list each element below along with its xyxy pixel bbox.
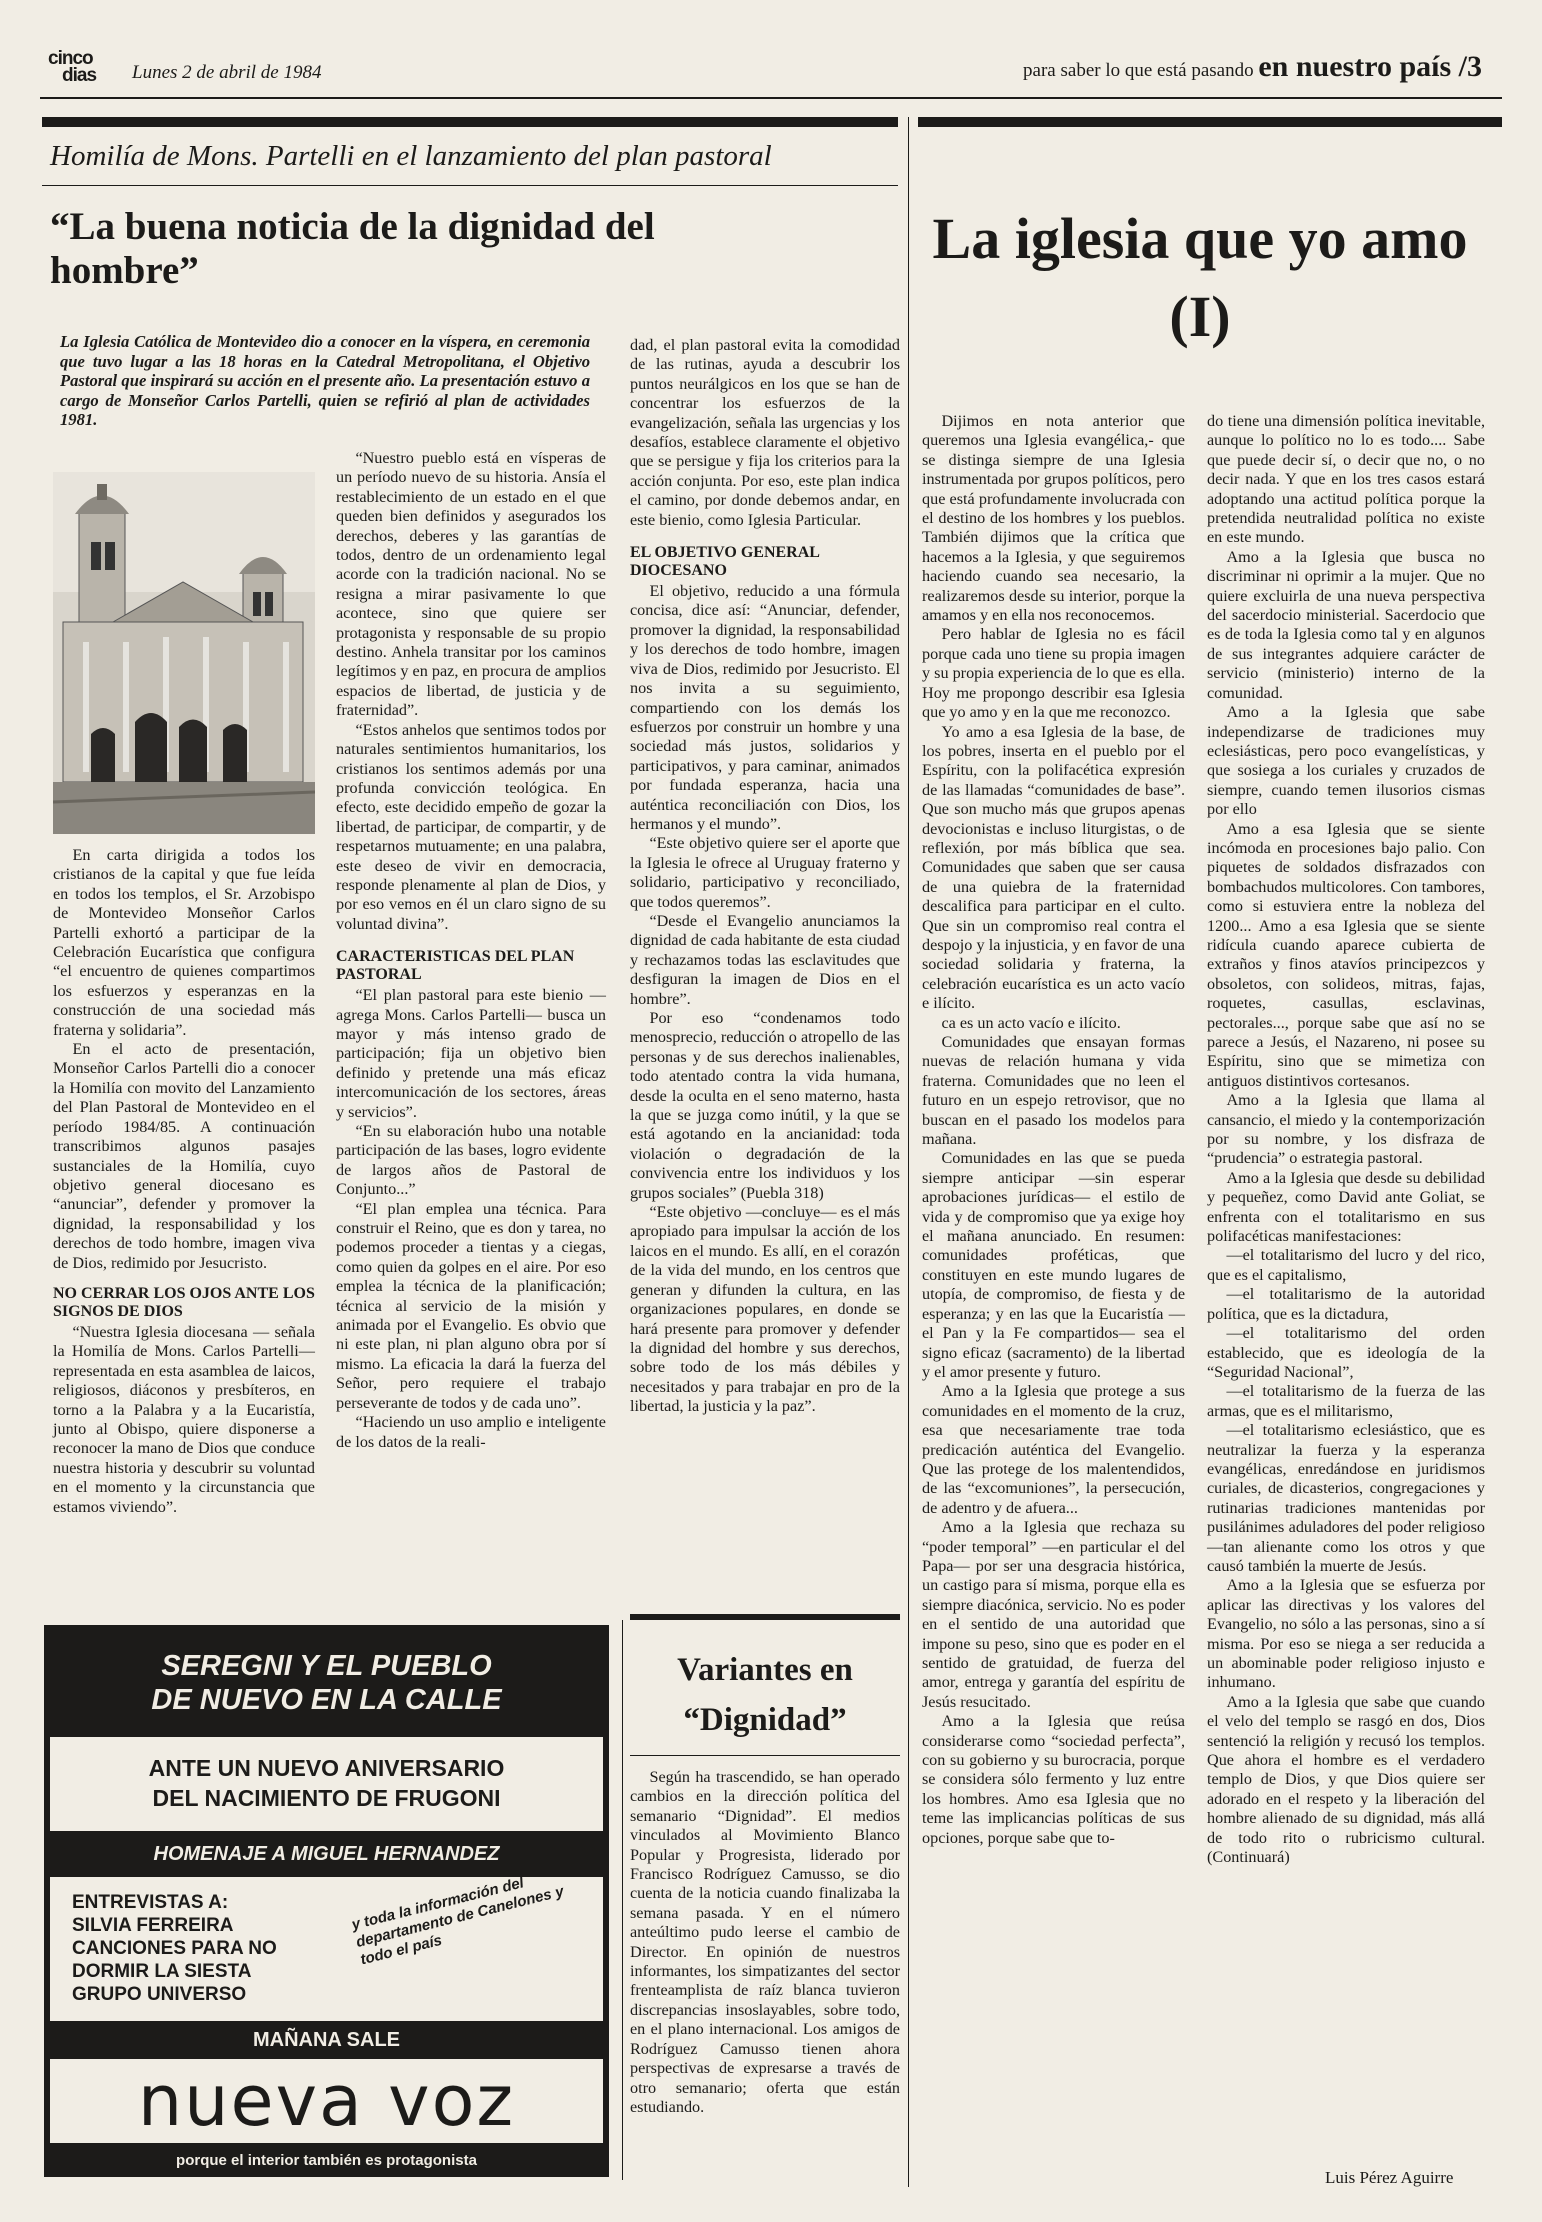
masthead-logo [48, 50, 112, 88]
entrevistas-item: ENTREVISTAS A: [72, 1892, 229, 1913]
section-header [1023, 50, 1482, 84]
paragraph: Comunidades en las que se pueda siempre anticipar —sin esperar aprobaciones jurídicas— el estilo de vida y de compromiso que ya exige hoy el mañana anunciado. En resumen: comunidades proféticas, que constituyen en este mundo lugares de utopía, de compromiso, de fiesta y de esperanza; y en las que la Eucaristía —el Pan y la Fe compartidos— sea el signo eficaz (sacramento) de la libertad y el amor presente y futuro. [922, 1149, 1185, 1381]
paragraph: do tiene una dimensión política inevitable, aunque lo político no lo es todo.... Sabe que puede decir sí, o decir que no, o no decir nada. Y que en los tres casos estará adoptando una actitud política porque la pretendida neutralidad política no existe en este mundo. [1207, 412, 1485, 547]
paragraph: Según ha trascendido, se han operado cambios en la dirección política del semanario “Dignidad”. El medios vinculados al Movimiento Blanco Popular y Progresista, liderado por Francisco Rodríguez Camusso, se dio cuenta de la noticia cuando finalizaba la semana pasada. Y en el número anteúltimo pudo leerse el cambio de Director. En opinión de nuestros informantes, los simpatizantes del sector frenteamplista de raíz blanca tuvieron discrepancias insoslayables, sobre todo, en el plano internacional. Los amigos de Rodríguez Camusso tienen ahora perspectivas de expresarse a través de otro semanario; oferta que están estudiando. [630, 1768, 900, 2116]
cathedral-photo [53, 472, 315, 834]
paragraph: En carta dirigida a todos los cristianos de la capital y que fue leída en todos los templos, el Sr. Arzobispo de Montevideo Monseñor Carlos Partelli exhortó a participar de la Celebración Eucarística que configura “el encuentro de quienes compartimos los esfuerzos y esperanzas en la construcción de una sociedad más fraterna y solidaria”. [53, 846, 315, 1039]
paragraph: “Estos anhelos que sentimos todos por naturales sentimientos humanitarios, los cristianos los sentimos además por una profunda convicción teológica. En efecto, este decidido empeño de gozar la libertad, de participar, de compartir, y de respetarnos mutuamente; en una palabra, este deseo de vivir en democracia, responde plenamente al plan de Dios, y por eso vemos en él un claro signo de su voluntad divina”. [336, 720, 606, 933]
advert-line-1: SEREGNI Y EL PUEBLO [161, 1650, 492, 1682]
variantes-headline: Variantes en “Dignidad” [677, 1652, 853, 1738]
author-signature: Luis Pérez Aguirre [1325, 2168, 1454, 2187]
paragraph: Amo a la Iglesia que llama al cansancio, el miedo y la contemporización por su nombre, y los disfraza de “prudencia” o estrategia pastoral. [1207, 1091, 1485, 1168]
section-tagline: para saber lo que está pasando [1023, 60, 1254, 81]
advert-tagline: porque el interior también es protagonista [176, 2152, 477, 2169]
homenaje-line: HOMENAJE A MIGUEL HERNANDEZ [153, 1843, 500, 1865]
paragraph: Amo a la Iglesia que se esfuerza por aplicar las directivas y los valores del Evangelio, no sólo a las personas, sino a sí misma. Por eso se niega a ser reducida a un abominable poder religioso injusto e inhumano. [1207, 1576, 1485, 1692]
entrevistas-item: CANCIONES PARA NO [72, 1938, 277, 1959]
paragraph: Amo a la Iglesia que sabe que cuando el velo del templo se rasgó en dos, Dios sentenció la religión y recusó los templos. Que ahora el hombre es el verdadero templo de Dios, y que Dios quiere ser adorado en el respeto y la liberación del hombre alienado de su dignidad, más allá de todo rito o rubricismo cultural. (Continuará) [1207, 1692, 1485, 1867]
variantes-rule [630, 1755, 900, 1756]
article-headline: “La buena noticia de la dignidad del hombre” [50, 205, 655, 292]
nueva-voz-logo: nueva voz [137, 2060, 516, 2142]
paragraph: Pero hablar de Iglesia no es fácil porque cada uno tiene su propia imagen y su propia experiencia de lo que es ella. Hoy me propongo describir esa Iglesia que yo amo y en la que me reconozco. [922, 625, 1185, 722]
frugoni-box [50, 1737, 603, 1831]
header-rule [40, 97, 1502, 99]
advert-line-2: DE NUEVO EN LA CALLE [151, 1684, 502, 1716]
logo-line-2: dias [62, 65, 97, 86]
left-header-bar [42, 117, 898, 127]
paragraph: —el totalitarismo eclesiástico, que es neutralizar la fuerza y la esperanza evangélicas, enredándose en juridismos curiales, de dicasterios, congregaciones y rutinarias tradiciones mantenidas por pusilánimes aduladores del poder religioso —tan alienante como los otros y que causó también la muerte de Jesús. [1207, 1421, 1485, 1575]
column-rule [622, 1620, 623, 2180]
article-lead: La Iglesia Católica de Montevideo dio a conocer en la víspera, en ceremonia que tuvo lugar a las 18 horas en la Catedral Metropolitana, el Objetivo Pastoral que inspirará su acción en el presente año. La presentación estuvo a cargo de Monseñor Carlos Partelli, quien se refirió al plan de actividades 1981. [60, 332, 590, 430]
paragraph: En el acto de presentación, Monseñor Carlos Partelli dio a conocer la Homilía con movito del Lanzamiento del Plan Pastoral de Montevideo en el período 1984/85. A continuación transcribimos algunos pasajes sustanciales de la Homilía, cuyo objetivo general diocesano es “anunciar”, defender y promover la dignidad, la responsabilidad y los derechos de todo hombre, imagen viva de Dios, redimido por Jesucristo. [53, 1040, 315, 1272]
paragraph: Amo a la Iglesia que reúsa considerarse como “sociedad perfecta”, con su gobierno y su burocracia, porque se considera sólo fermento y luz entre los hombres. Amo esa Iglesia que no teme las implicancias políticas de sus opciones, porque sabe que to- [922, 1712, 1185, 1847]
issue-date: Lunes 2 de abril de 1984 [132, 62, 322, 83]
paragraph: Yo amo a esa Iglesia de la base, de los pobres, inserta en el pueblo por el Espíritu, con la polifacética expresión de las llamadas “comunidades de base”. Que son mucho más que grupos apenas devocionistas e incluso liturgistas, o de reflexión, por más bíblica que sea. Comunidades que saben que ser causa de una quiebra de la fraternidad descalifica para participar en el culto. Que sin un compromiso real contra el despojo y la injusticia, y en favor de una sociedad solidaria y fraterna, la celebración eucarística es un acto vacío e ilícito. [922, 722, 1185, 1013]
paragraph: Amo a la Iglesia que sabe independizarse de tradiciones muy eclesiásticas, pero poco evangelísticas, y que sosiega a los curiales y cruzados de siempre, cuando temen ilusorios cismas por ello [1207, 703, 1485, 819]
paragraph: “En su elaboración hubo una notable participación de las bases, logro evidente de largos años de Pastoral de Conjunto...” [336, 1122, 606, 1199]
paragraph: dad, el plan pastoral evita la comodidad de las rutinas, ayuda a descubrir los puntos neurálgicos en los que se han de concentrar los esfuerzos de la evangelización, señala las urgencias y los desafíos, establece claramente el objetivo que se persigue y fija los criterios para la acción conjunta. Por eso, este plan indica el camino, por donde debemos andar, en este bienio, como Iglesia Particular. [630, 336, 900, 529]
paragraph: “Nuestro pueblo está en vísperas de un período nuevo de su historia. Ansía el restablecimiento de un estado en el que queden bien definidos y asegurados los derechos, deberes y las garantías de todos, dentro de un ordenamiento legal acorde con la tradición nacional. No se resigna a mirar pasivamente lo que acontece, sino que quiere ser protagonista y responsable de su propio destino. Anhela transitar por los caminos legítimos y en paz, en procura de amplios espacios de libertad, de justicia y de fraternidad”. [336, 449, 606, 720]
section-name: en nuestro país /3 [1258, 50, 1482, 83]
nueva-voz-advert [44, 1625, 609, 2177]
right-header-bar [918, 117, 1502, 127]
paragraph: “Haciendo un uso amplio e inteligente de los datos de la reali- [336, 1413, 606, 1451]
entrevistas-box [50, 1874, 603, 2021]
paragraph: —el totalitarismo de la autoridad política, que es la dictadura, [1207, 1285, 1485, 1323]
entrevistas-item: DORMIR LA SIESTA [72, 1961, 252, 1982]
frugoni-line-1: ANTE UN NUEVO ANIVERSARIO [148, 1755, 505, 1781]
subheading: CARACTERISTICAS DEL PLAN PASTORAL [336, 948, 575, 984]
paragraph: —el totalitarismo de la fuerza de las armas, que es el militarismo, [1207, 1382, 1485, 1420]
logo-line-1: cinco [48, 48, 93, 69]
paragraph: Amo a la Iglesia que rechaza su “poder temporal” —en particular el del Papa— por ser una desgracia histórica, un castigo para sí misma, porque ella es siempre diacónica, servicio. No es poder en el sentido de una autoridad que impone su peso, sino que es poder en el sentido de gratuidad, de fuerza del amor, entrega y garantía del espíritu de Jesús resucitado. [922, 1518, 1185, 1711]
paragraph: ca es un acto vacío e ilícito. [941, 1013, 1121, 1032]
variantes-top-bar [630, 1614, 900, 1620]
paragraph: —el totalitarismo del orden establecido, que es ideología de la “Seguridad Nacional”, [1207, 1324, 1485, 1381]
article-kicker: Homilía de Mons. Partelli en el lanzamiento del plan pastoral [50, 140, 772, 172]
entrevistas-item: GRUPO UNIVERSO [72, 1984, 247, 2005]
column-rule [908, 117, 909, 2187]
advert-slogan: y toda la información del departamento de Canelones y todo el país [350, 1874, 566, 1969]
subheading: EL OBJETIVO GENERAL DIOCESANO [630, 544, 820, 580]
left-article-col-3 [630, 336, 900, 1417]
paragraph: Dijimos en nota anterior que queremos una Iglesia evangélica,- que se distinga siempre de una Iglesia instrumentada por grupos políticos, pero que está profundamente involucrada con el destino de los hombres y los pueblos. También dijimos que la crítica que hacemos a la Iglesia, y que seguiremos haciendo cuando sea necesario, la realizaremos desde su interior, porque la amamos y en ella nos reconocemos. [922, 412, 1185, 625]
entrevistas-item: SILVIA FERREIRA [72, 1915, 234, 1936]
paragraph: —el totalitarismo del lucro y del rico, que es el capitalismo, [1207, 1246, 1485, 1284]
paragraph: Amo a la Iglesia que desde su debilidad y pequeñez, como David ante Goliat, se enfrenta con el totalitarismo en sus polifacéticas manifestaciones: [1207, 1168, 1485, 1246]
paragraph: “Nuestra Iglesia diocesana — señala la Homilía de Mons. Carlos Partelli— representada en esta asamblea de laicos, religiosos, diáconos y presbíteros, en torno a la Palabra y a la Eucaristía, junto al Obispo, quiere disponerse a reconocer la mano de Dios que conduce nuestra historia y descubrir su voluntad en el momento y la circunstancia que estamos viviendo”. [53, 1322, 315, 1516]
subheading: NO CERRAR LOS OJOS ANTE LOS SIGNOS DE DIOS [53, 1284, 315, 1320]
right-article-col-2 [1207, 412, 1485, 1867]
nueva-voz-logo-box [50, 2059, 603, 2143]
left-article-col-2 [336, 449, 606, 1452]
paragraph: “Este objetivo —concluye— es el más apropiado para impulsar la acción de los laicos en el mundo. Es allí, en el corazón de la vida del mundo, en los centros que generan y difunden la cultura, en las organizaciones populares, en donde se hará presente para promover y defender la dignidad del hombre y sus derechos, sobre todo de los más débiles y necesitados y para trabajar en pro de la libertad, la justicia y la paz”. [630, 1203, 900, 1416]
paragraph: Comunidades que ensayan formas nuevas de relación humana y vida fraterna. Comunidades que no leen el futuro en un espejo retrovisor, que no buscan en el pasado los modelos para mañana. [922, 1033, 1185, 1149]
paragraph: “Este objetivo quiere ser el aporte que la Iglesia le ofrece al Uruguay fraterno y solidario, participativo y reconciliado, que todos queremos”. [630, 834, 900, 911]
cathedral-illustration [53, 472, 315, 834]
paragraph: El objetivo, reducido a una fórmula concisa, dice así: “Anunciar, defender, promover la dignidad, la responsabilidad y los derechos de todo hombre, imagen viva de Dios, redimido por Jesucristo. El nos invita a su seguimiento, compartiendo con los demás los esfuerzos por construir un hombre y una sociedad más justos, solidarios y participativos, y para caminar, animados por fundada esperanza, hacia una auténtica reconciliación con Dios, los hermanos y el mundo”. [630, 582, 900, 833]
paragraph: Amo a esa Iglesia que se siente incómoda en procesiones bajo palio. Con piquetes de soldados disfrazados con bombachudos multicolores. Con tambores, como si estuviera entre la nobleza del 1200... Amo a esa Iglesia que se siente ridícula cuando aparece cubierta de extraños y finos atavíos principezcos y obsoletos, con solideos, mitras, fajas, roquetes, casullas, esclavinas, pectorales..., porque sabe que así no se parece a Jesús, el Nazareno, ni posee su Espíritu, sino que se mimetiza con antiguos distintivos cortesanos. [1207, 819, 1485, 1090]
paragraph: “El plan emplea una técnica. Para construir el Reino, que es don y tarea, no podemos proceder a tientas y a ciegas, como quien da golpes en el aire. Por eso emplea la técnica de la planificación; técnica al servicio de la misión y animada por el Evangelio. Es obvio que ni este plan, ni plan alguno obra por sí mismo. La eficacia la dará la fuerza del Señor, pero requiere el trabajo perseverante de todos y de cada uno”. [336, 1199, 606, 1412]
right-article-title: La iglesia que yo amo (I) [932, 206, 1468, 349]
right-article-col-1 [922, 412, 1185, 1848]
advert-headline [44, 1649, 609, 1717]
paragraph: “El plan pastoral para este bienio —agrega Mons. Carlos Partelli— busca un mayor y más intenso grado de participación; fija un objetivo bien definido y pretende una más eficaz intercomunicación de los sectores, áreas y servicios”. [336, 986, 606, 1121]
paragraph: “Desde el Evangelio anunciamos la dignidad de cada habitante de esta ciudad y rechazamos todas las esclavitudes que desfiguran la imagen de Dios en el hombre”. [630, 911, 900, 1008]
paragraph: Por eso “condenamos todo menosprecio, reducción o atropello de las personas y de sus derechos inalienables, todo atentado contra la vida humana, desde la oculta en el seno materno, hasta la que se juzga como inútil, y la que se está agotando en la ancianidad: toda violación o degradación de la convivencia entre los individuos y los grupos sociales” (Puebla 318) [630, 1009, 900, 1202]
paragraph: Amo a la Iglesia que busca no discriminar ni oprimir a la mujer. Que no quiere excluirla de una nueva perspectiva del sacerdocio ministerial. Sacerdocio que es de toda la Iglesia como tal y en algunos de sus integrantes adquiere carácter de servicio (ministerio) interno de la comunidad. [1207, 547, 1485, 702]
frugoni-line-2: DEL NACIMIENTO DE FRUGONI [152, 1785, 501, 1811]
paragraph: Amo a la Iglesia que protege a sus comunidades en el momento de la cruz, esa que necesariamente trae toda predicación auténtica del Evangelio. Que las protege de los malentendidos, de las “excomuniones”, la persecución, de adentro y de afuera... [922, 1382, 1185, 1517]
kicker-rule [42, 185, 898, 186]
manana-sale: MAÑANA SALE [252, 2029, 401, 2051]
variantes-body [630, 1768, 900, 2117]
left-article-col-1 [53, 846, 315, 1517]
